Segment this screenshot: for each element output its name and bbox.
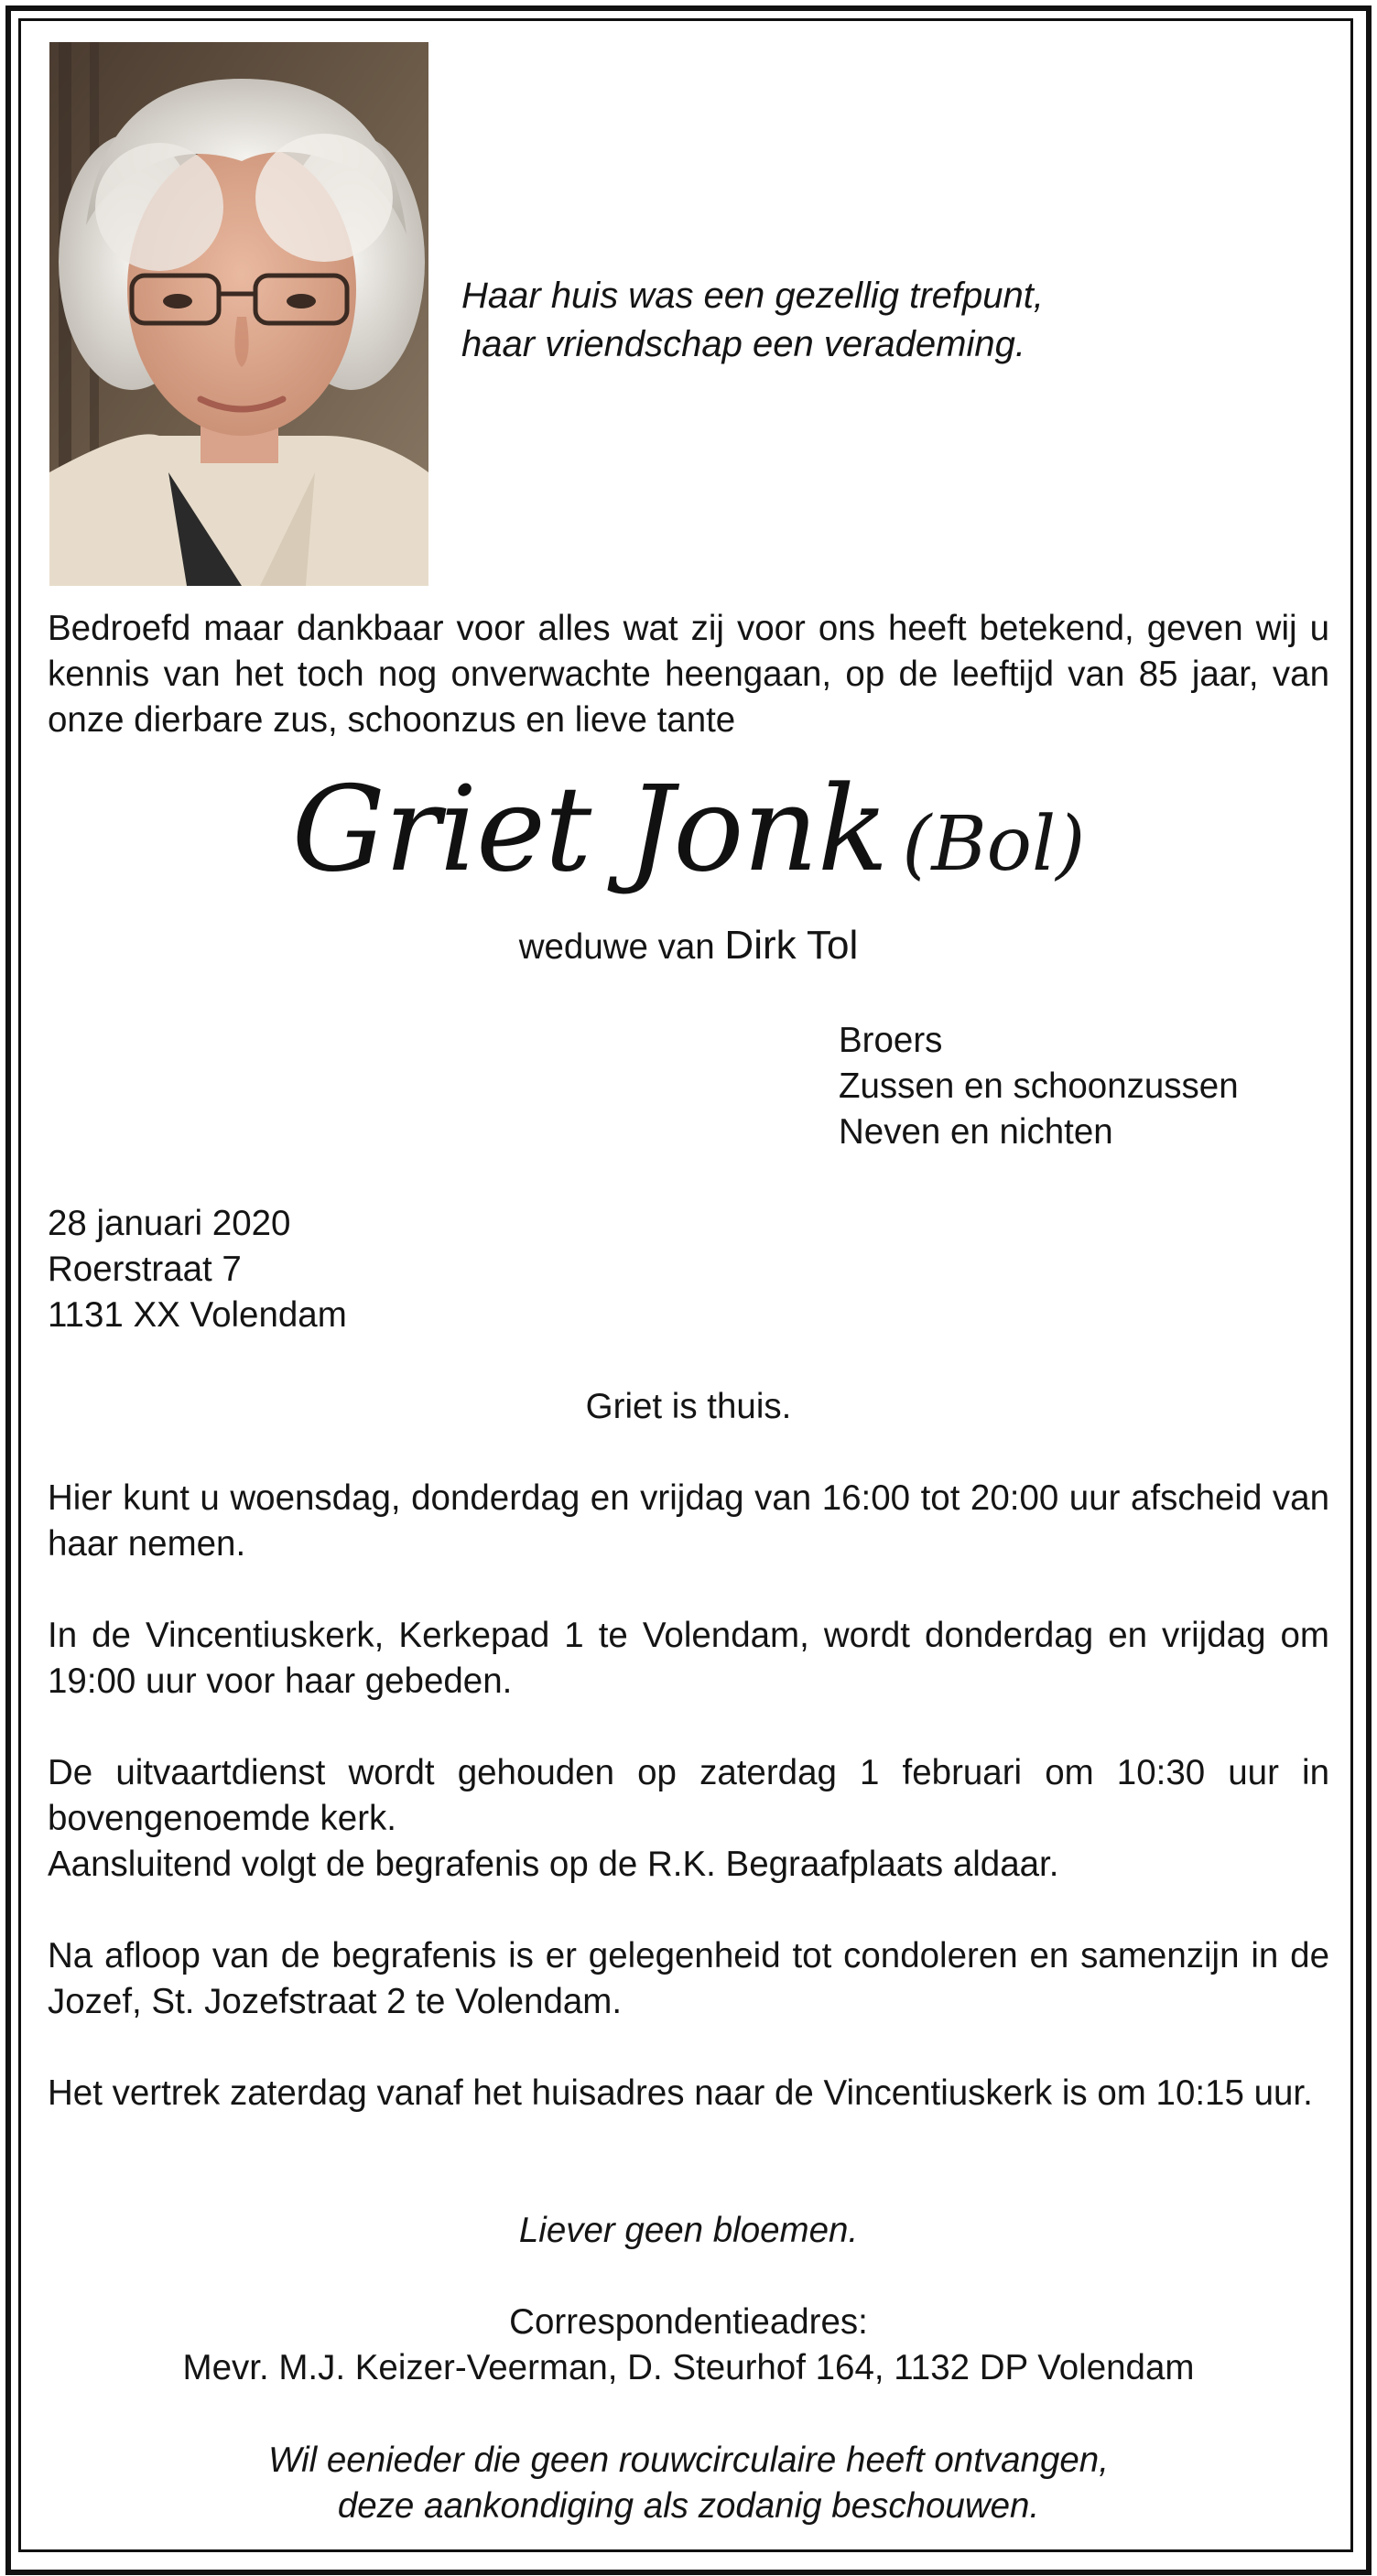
notice-date: 28 januari 2020 (48, 1204, 291, 1243)
home-address (48, 1201, 347, 1338)
portrait-illustration (49, 42, 428, 586)
deceased-name: Griet Jonk (291, 762, 888, 898)
opening-quote (461, 272, 1157, 369)
address-street: Roerstraat 7 (48, 1250, 242, 1289)
service-line: De uitvaartdienst wordt gehouden op zaterdag 1 februari om 10:30 uur in bovengenoemde kerk. (48, 1753, 1329, 1838)
closing-line: Wil eenieder die geen rouwcirculaire heeft ontvangen, (268, 2441, 1109, 2480)
maiden-name: (Bol) (902, 801, 1086, 888)
correspondence-address: Mevr. M.J. Keizer-Veerman, D. Steurhof 164, 1132 DP Volendam (182, 2348, 1195, 2387)
deceased-name-block (0, 743, 1377, 926)
quote-line: haar vriendschap een verademing. (461, 324, 1025, 364)
burial-line: Aansluitend volgt de begrafenis op de R.K. Begraafplaats aldaar. (48, 1845, 1059, 1884)
condolence-paragraph: Na afloop van de begrafenis is er gelegenheid tot condoleren en samenzijn in de Jozef, St. Jozefstraat 2 te Volendam. (48, 1936, 1329, 2021)
quote-line: Haar huis was een gezellig trefpunt, (461, 276, 1044, 316)
intro-paragraph: Bedroefd maar dankbaar voor alles wat zij voor ons heeft betekend, geven wij u kennis van het toch nog onverwachte heengaan, op de leeftijd van 85 jaar, van onze dierbare zus, schoonzus en lieve tante (48, 609, 1329, 740)
portrait-photo (49, 42, 428, 586)
family-item: Neven en nichten (839, 1112, 1113, 1152)
family-item: Zussen en schoonzussen (839, 1066, 1239, 1106)
family-list (839, 1018, 1239, 1155)
visiting-paragraph: Hier kunt u woensdag, donderdag en vrijdag van 16:00 tot 20:00 uur afscheid van haar nemen. (48, 1478, 1329, 1564)
home-notice: Griet is thuis. (585, 1387, 792, 1426)
husband-name: Dirk Tol (724, 923, 859, 968)
prayer-paragraph: In de Vincentiuskerk, Kerkepad 1 te Volendam, wordt donderdag en vrijdag om 19:00 uur voor haar gebeden. (48, 1616, 1329, 1701)
widow-line (0, 923, 1377, 970)
address-city: 1131 XX Volendam (48, 1295, 347, 1335)
widow-prefix: weduwe van (518, 927, 715, 967)
family-item: Broers (839, 1021, 943, 1060)
correspondence-label: Correspondentieadres: (509, 2302, 868, 2342)
closing-line: deze aankondiging als zodanig beschouwen. (337, 2486, 1040, 2526)
no-flowers-note: Liever geen bloemen. (518, 2211, 859, 2250)
departure-paragraph: Het vertrek zaterdag vanaf het huisadres naar de Vincentiuskerk is om 10:15 uur. (48, 2073, 1313, 2113)
service-paragraph (48, 1750, 1329, 1888)
